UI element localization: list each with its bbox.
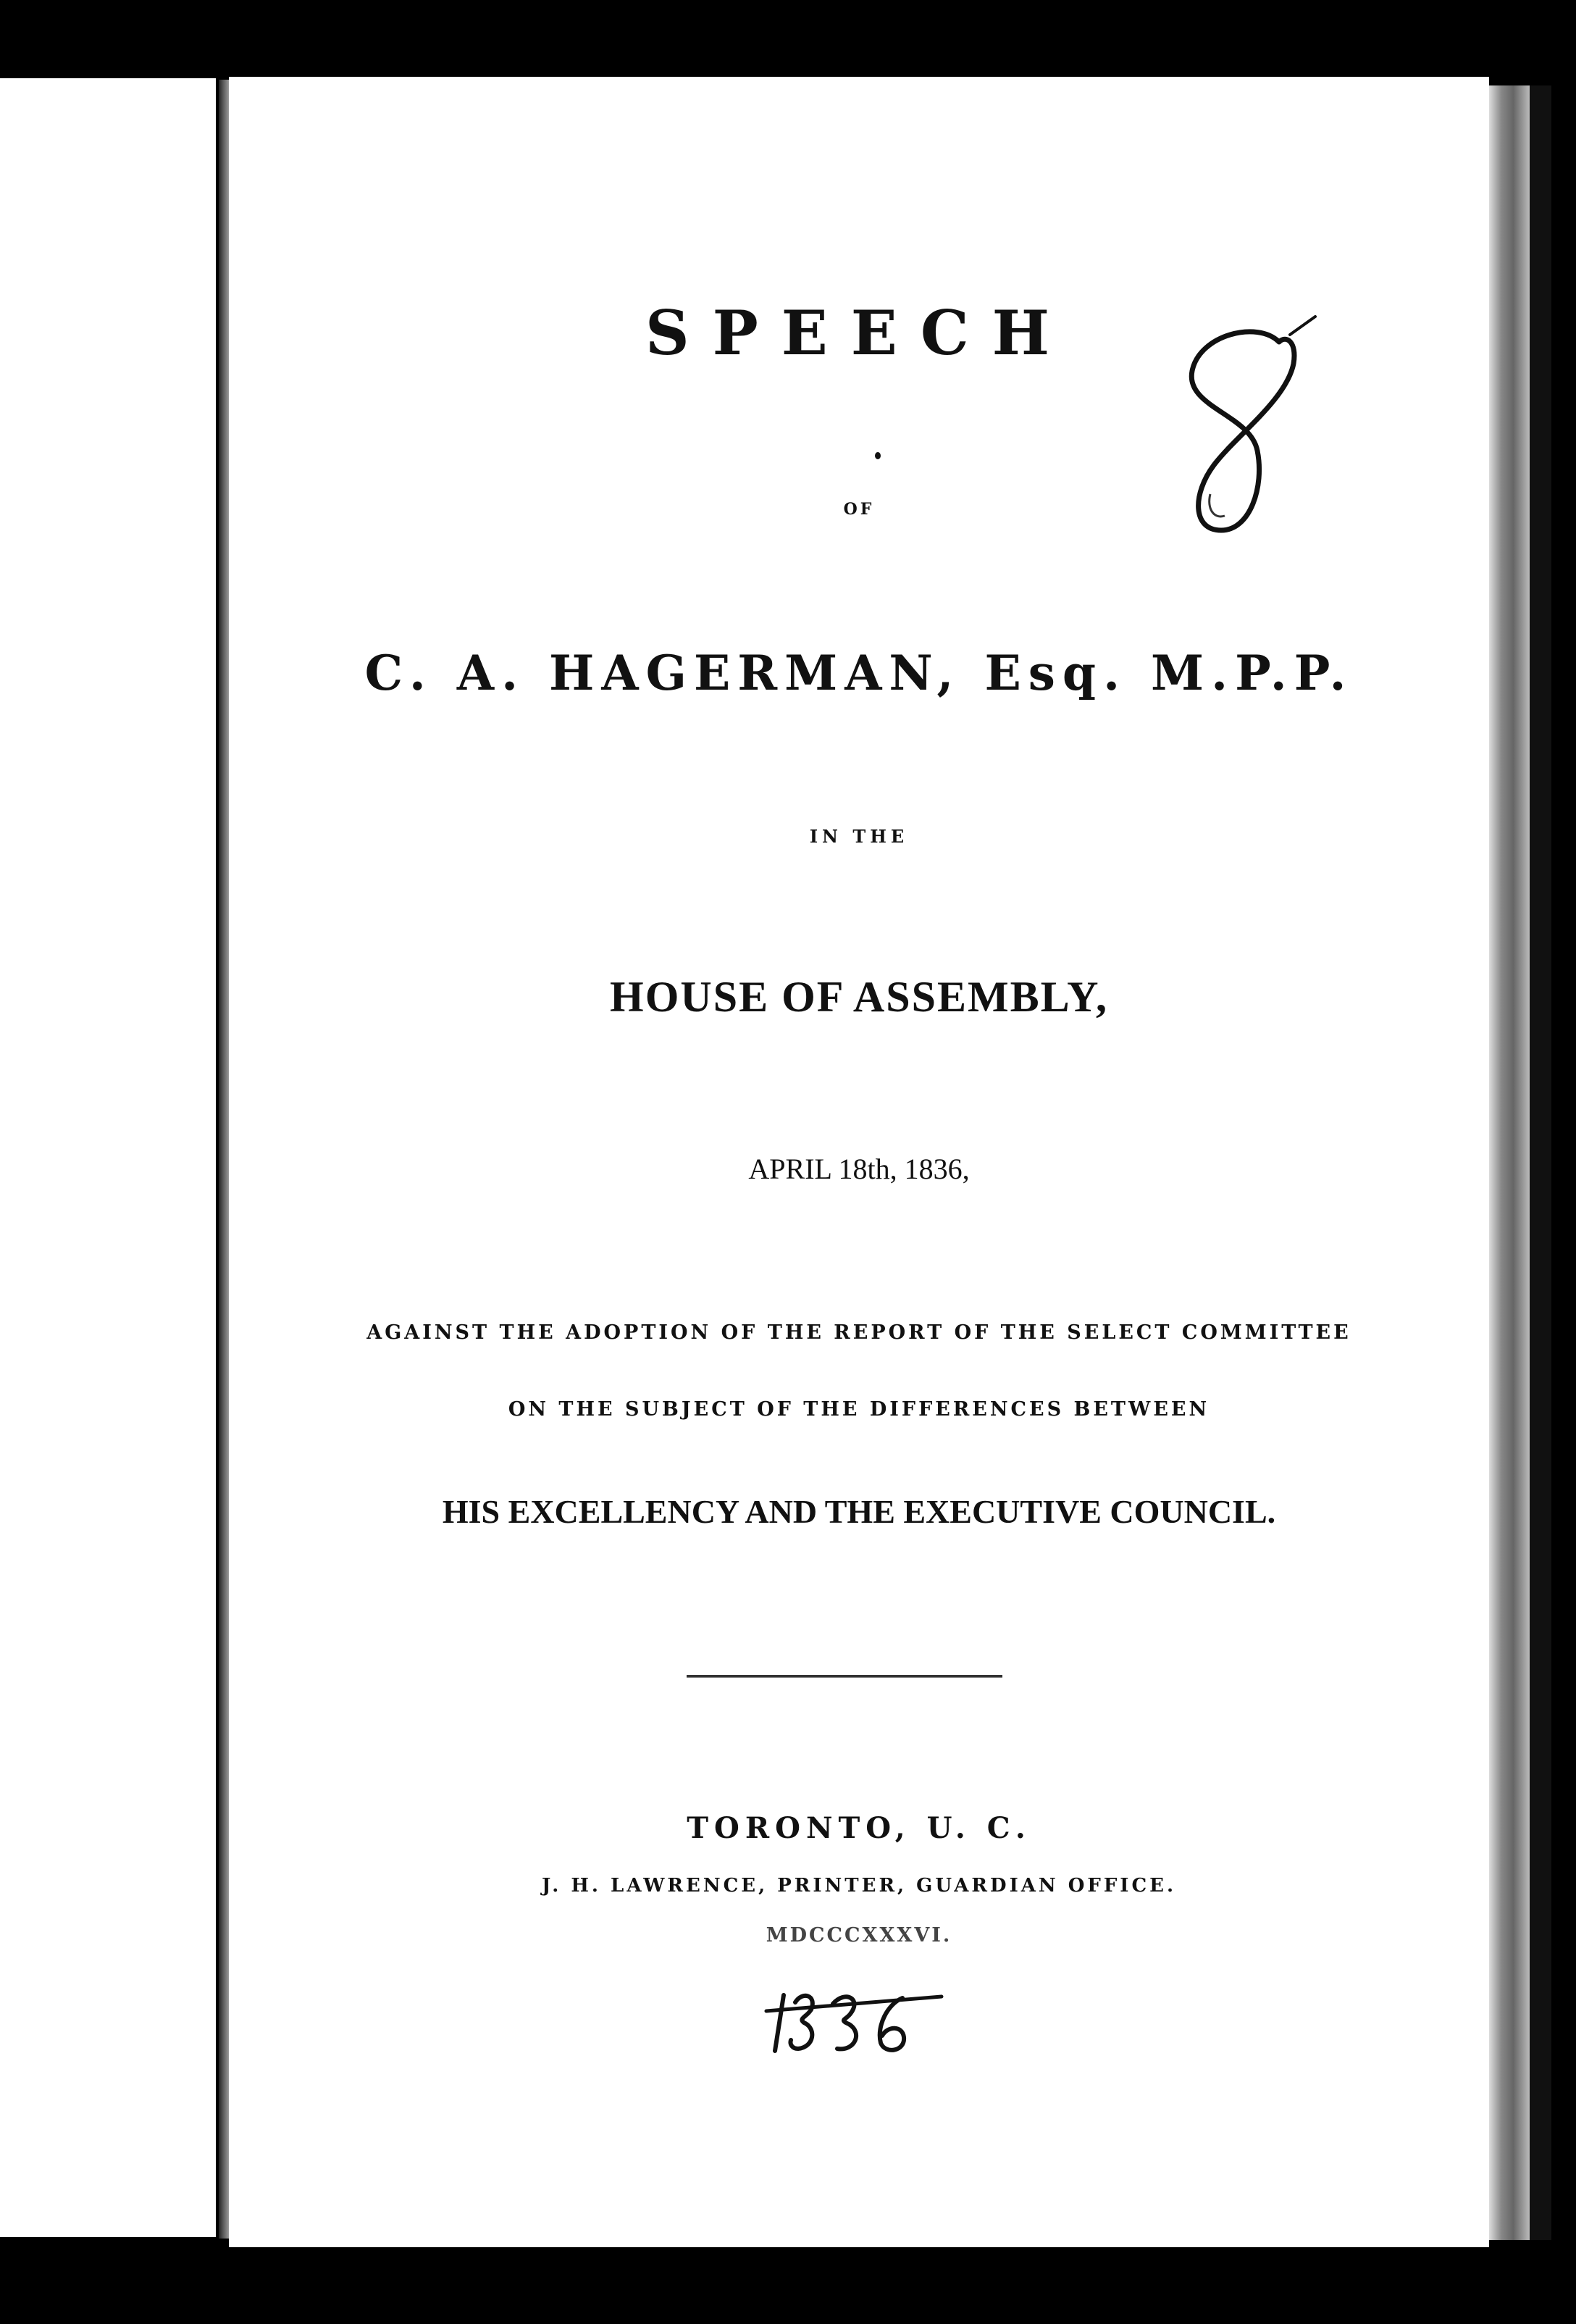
against-line: AGAINST THE ADOPTION OF THE REPORT OF THE SELECT COMMITTEE [366, 1321, 1351, 1344]
speech-date: APRIL 18th, 1836, [748, 1153, 970, 1185]
handwritten-number-eight [1170, 313, 1330, 552]
book-gutter [219, 80, 229, 2239]
house-of-assembly: HOUSE OF ASSEMBLY, [610, 973, 1108, 1021]
of-label: OF [843, 500, 875, 519]
horizontal-rule [687, 1675, 1002, 1678]
left-page-leaf [0, 78, 216, 2237]
imprint-place: TORONTO, U. C. [687, 1811, 1031, 1845]
handwritten-year [760, 1982, 949, 2062]
ink-dot [875, 452, 881, 459]
page-edge-shadow [1489, 85, 1530, 2240]
in-the-label: IN THE [809, 826, 909, 847]
document-title: SPEECH [645, 297, 1073, 369]
subject-line: ON THE SUBJECT OF THE DIFFERENCES BETWEEN [508, 1398, 1210, 1421]
imprint-year-roman: MDCCCXXXVI. [766, 1924, 952, 1947]
speaker-name: C. A. HAGERMAN, Esq. M.P.P. [364, 645, 1354, 701]
imprint-printer: J. H. LAWRENCE, PRINTER, GUARDIAN OFFICE. [541, 1875, 1177, 1897]
page-edge-dark [1530, 85, 1551, 2240]
excellency-line: HIS EXCELLENCY AND THE EXECUTIVE COUNCIL. [442, 1493, 1276, 1530]
